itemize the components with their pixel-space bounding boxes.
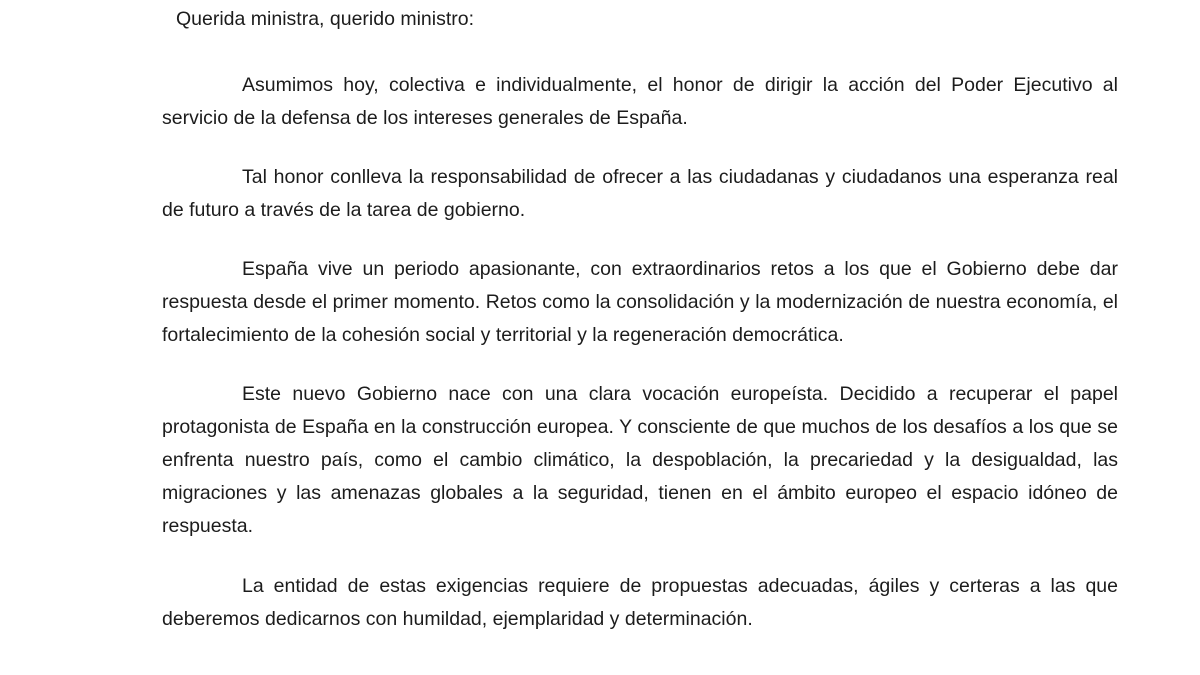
paragraph-4: Este nuevo Gobierno nace con una clara vocación europeísta. Decidido a recuperar el papel protagonista de España en la construcción europea. Y consciente de que muchos de los desafíos a los que se enfrenta nuestro país, como el cambio climático, la despoblación, la precariedad y la desigualdad, las migraciones y las amenazas globales a la seguridad, tienen en el ámbito europeo el espacio idóneo de respuesta.: [162, 383, 1118, 537]
letter-body: [162, 0, 1118, 636]
paragraph-5: La entidad de estas exigencias requiere de propuestas adecuadas, ágiles y certeras a las que deberemos dedicarnos con humildad, ejemplaridad y determinación.: [162, 575, 1118, 630]
paragraph-1: Asumimos hoy, colectiva e individualmente, el honor de dirigir la acción del Poder Ejecutivo al servicio de la defensa de los intereses generales de España.: [162, 74, 1118, 129]
paragraph-3: España vive un periodo apasionante, con extraordinarios retos a los que el Gobierno debe dar respuesta desde el primer momento. Retos como la consolidación y la modernización de nuestra economía, el fortalecimiento de la cohesión social y territorial y la regeneración democrática.: [162, 258, 1118, 346]
salutation: Querida ministra, querido ministro:: [176, 8, 475, 30]
paragraph-2: Tal honor conlleva la responsabilidad de ofrecer a las ciudadanas y ciudadanos una esperanza real de futuro a través de la tarea de gobierno.: [162, 166, 1118, 221]
